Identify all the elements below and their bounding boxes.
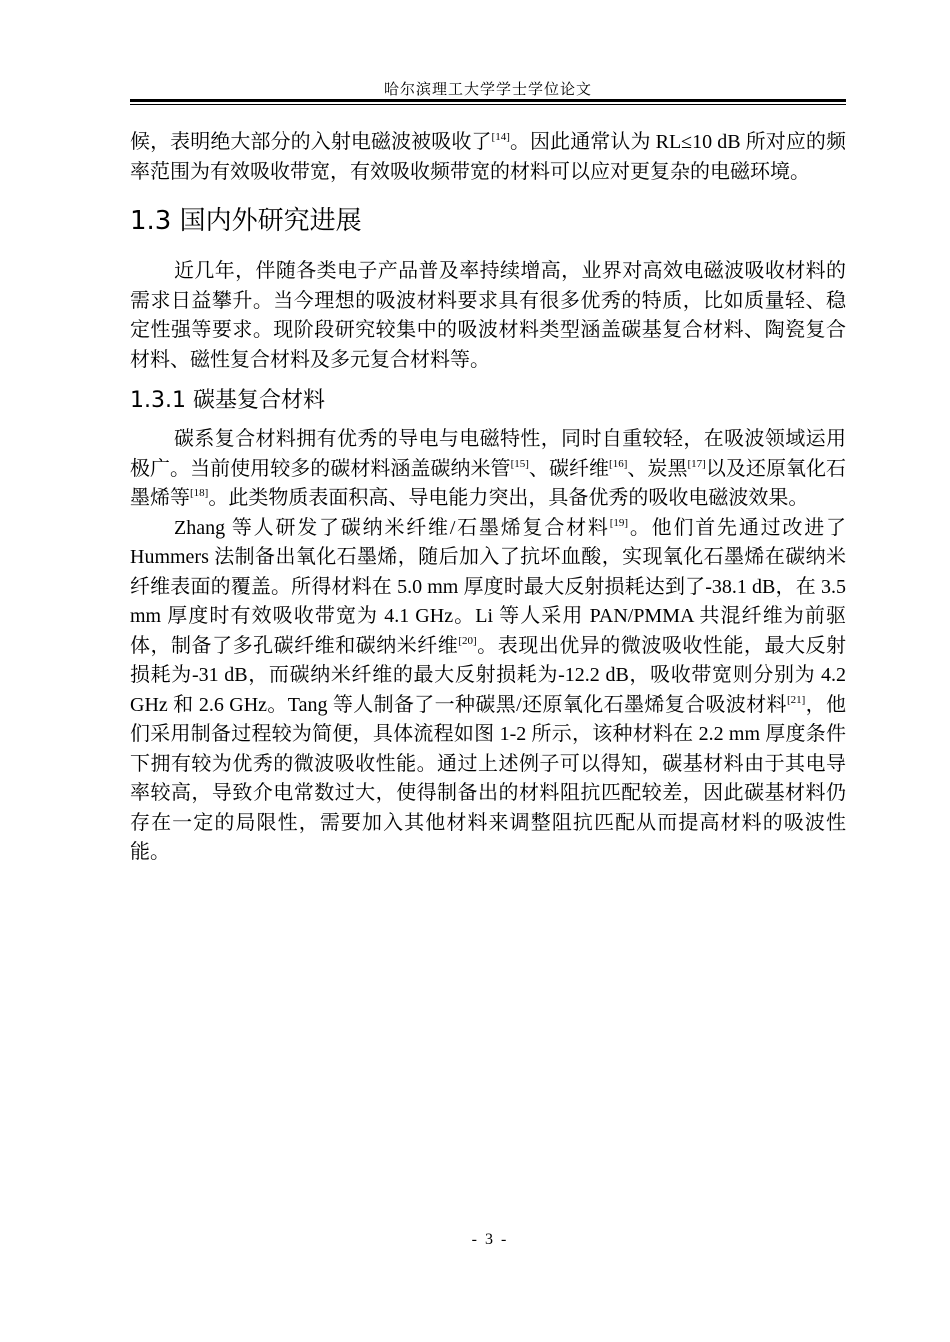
text-run: 。他们首先通过改进了 Hummers 法制备出氧化石墨烯，随后加入了抗坏血酸，实现氧化石墨烯在碳纳米纤维表面的覆盖。所得材料在 5.0 mm 厚度时最大反射损耗达到了-38.1 dB，在 3.5 mm 厚度时有效吸收带宽为 4.1 GHz。Li 等人采用 PAN/PMMA 共混纤维为前驱体，制备了多孔碳纤维和碳纳米纤维: [130, 516, 846, 657]
header-rule-thick: [130, 99, 846, 102]
header-rule-thin: [130, 104, 846, 105]
citation-20: [20]: [458, 634, 477, 647]
text-run: ，他们采用制备过程较为简便，具体流程如图 1-2 所示，该种材料在 2.2 mm 厚度条件下拥有较为优秀的微波吸收性能。通过上述例子可以得知，碳基材料由于其电导率较高，导致介电常数过大，使得制备出的材料阻抗匹配较差，因此碳基材料仍存在一定的局限性，需要加入其他材料来调整阻抗匹配从而提高材料的吸波性能。: [130, 693, 847, 863]
citation-14: [14]: [491, 131, 510, 143]
text-run: 、碳纤维: [528, 457, 610, 480]
subsection-heading: 1.3.1 碳基复合材料: [130, 388, 325, 413]
text-run: 以及还原氧化石墨烯等: [130, 457, 847, 509]
text-run: 。此类物质表面积高、导电能力突出，具备优秀的吸收电磁波效果。: [208, 487, 809, 509]
citation-21: [21]: [786, 693, 806, 706]
paragraph-examples: [130, 514, 846, 868]
text-run: 、炭黑: [627, 457, 688, 480]
citation-19: [19]: [609, 516, 629, 529]
running-header: 哈尔滨理工大学学士学位论文: [383, 82, 592, 98]
citation-18: [18]: [190, 487, 209, 499]
section-heading: 1.3 国内外研究进展: [130, 206, 362, 236]
text-run: 候，表明绝大部分的入射电磁波被吸收了: [130, 131, 492, 153]
page-body: [130, 128, 846, 868]
text-run: 。因此通常认为 RL≤10 dB 所对应的频率范围为有效吸收带宽，有效吸收频带宽的材料可以应对更复杂的电磁环境。: [130, 131, 847, 183]
paragraph-continuation: [130, 128, 846, 187]
text-run: Zhang 等人研发了碳纳米纤维/石墨烯复合材料: [174, 516, 610, 539]
page-number: - 3 -: [471, 1231, 509, 1248]
citation-16: [16]: [609, 457, 628, 470]
citation-17: [17]: [687, 457, 706, 470]
paragraph-intro: 近几年，伴随各类电子产品普及率持续增高，业界对高效电磁波吸收材料的需求日益攀升。当今理想的吸波材料要求具有很多优秀的特质，比如质量轻、稳定性强等要求。现阶段研究较集中的吸波材料类型涵盖碳基复合材料、陶瓷复合材料、磁性复合材料及多元复合材料等。: [130, 260, 846, 371]
text-run: 碳系复合材料拥有优秀的导电与电磁特性，同时自重较轻，在吸波领域运用极广。当前使用较多的碳材料涵盖碳纳米管: [130, 428, 846, 480]
citation-15: [15]: [510, 457, 529, 470]
paragraph-carbon-materials: [130, 425, 846, 514]
text-run: 。表现出优异的微波吸收性能，最大反射损耗为-31 dB，而碳纳米纤维的最大反射损耗为-12.2 dB，吸收带宽则分别为 4.2 GHz 和 2.6 GHz。Tang 等人制备了一种碳黑/还原氧化石墨烯复合吸波材料: [130, 634, 847, 716]
